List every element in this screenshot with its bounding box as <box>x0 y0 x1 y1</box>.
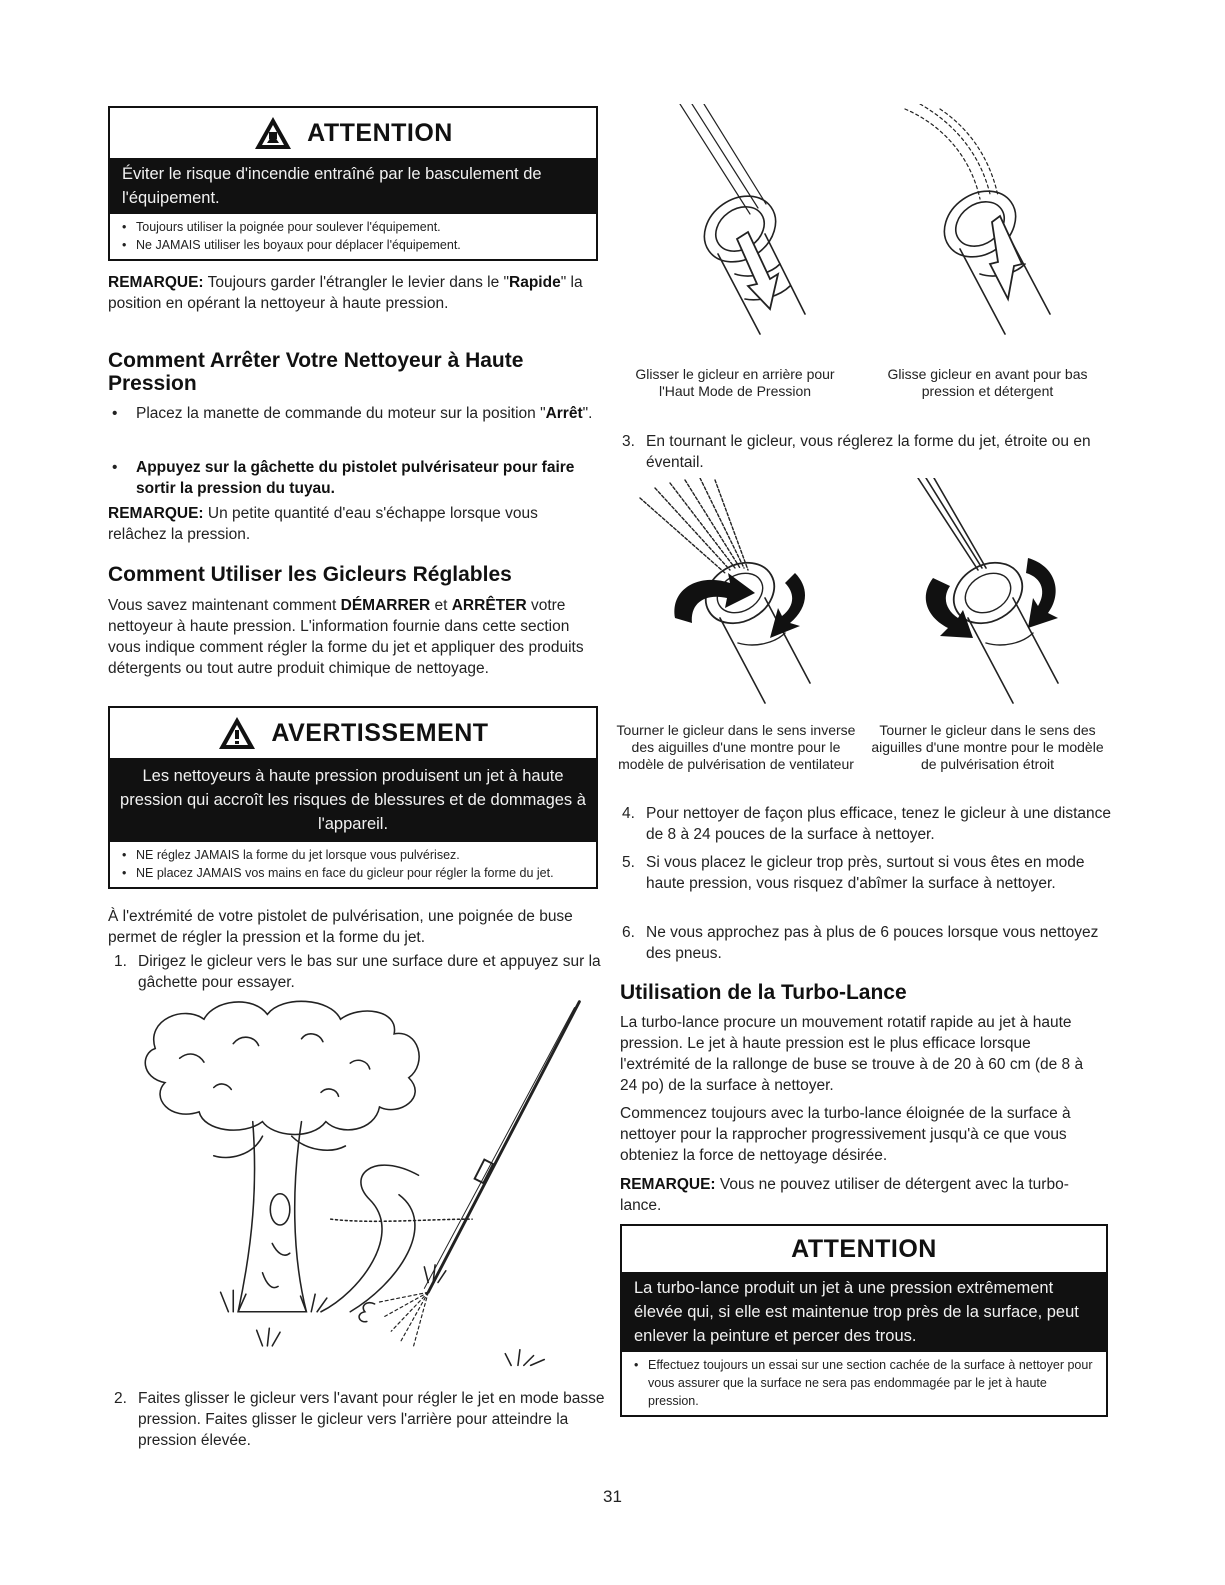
illustration-nozzle-rotate-narrow <box>878 478 1098 718</box>
caption-rotate-narrow: Tourner le gicleur dans le sens des aiguilles d'une montre pour le modèle de pulvérisation étroit <box>871 722 1104 772</box>
step-2: 2. Faites glisser le gicleur vers l'avant pour régler le jet en mode basse pression. Faites glisser le gicleur vers l'arrière pour atteindre la pression élevée. <box>114 1390 605 1449</box>
warning-item: • NE placez JAMAIS vos mains en face du gicleur pour régler la forme du jet. <box>122 864 588 882</box>
warning-list <box>622 1352 1106 1415</box>
warning-item: • Ne JAMAIS utiliser les boyaux pour déplacer l'équipement. <box>122 236 588 254</box>
rotate-arrow-icon <box>674 573 755 623</box>
warning-item: • Toujours utiliser la poignée pour soulever l'équipement. <box>122 218 588 236</box>
step-3: 3. En tournant le gicleur, vous réglerez la forme du jet, étroite ou en éventail. <box>622 433 1091 471</box>
bullet-trigger: • Appuyez sur la gâchette du pistolet pulvérisateur pour faire sortir la pression du tuyau. <box>112 459 575 497</box>
remark-throttle: REMARQUE: Toujours garder l'étrangler le levier dans le "Rapide" la position en opérant la nettoyeur à haute pression. <box>108 274 583 312</box>
illustration-spraying-tree <box>130 990 590 1380</box>
rotate-arrow-icon <box>926 578 973 638</box>
heading-stop: Comment Arrêter Votre Nettoyeur à Haute Pression <box>108 349 524 395</box>
warning-header <box>110 708 596 758</box>
warning-header <box>110 108 596 158</box>
caption-slide-forward: Glisse gicleur en avant pour bas pression et détergent <box>887 366 1088 399</box>
warning-box-avertissement <box>108 706 598 889</box>
step-5: 5. Si vous placez le gicleur trop près, surtout si vous êtes en mode haute pression, vous risquez d'abîmer la surface à nettoyer. <box>622 854 1085 892</box>
arrow-forward-icon <box>990 216 1022 299</box>
warning-title: AVERTISSEMENT <box>271 718 489 747</box>
caption-slide-back: Glisser le gicleur en arrière pour l'Haut Mode de Pression <box>635 366 835 399</box>
step-1: 1. Dirigez le gicleur vers le bas sur une surface dure et appuyez sur la gâchette pour essayer. <box>114 953 601 991</box>
heading-turbo-lance: Utilisation de la Turbo-Lance <box>620 981 907 1004</box>
caption-rotate-fan: Tourner le gicleur dans le sens inverse des aiguilles d'une montre pour le modèle de pulvérisation de ventilateur <box>616 722 856 772</box>
warning-title: ATTENTION <box>307 118 453 147</box>
illustration-nozzle-slide-back <box>640 104 850 354</box>
heading-nozzles: Comment Utiliser les Gicleurs Réglables <box>108 563 512 586</box>
illustration-nozzle-slide-forward <box>880 104 1090 354</box>
warning-triangle-icon <box>253 115 293 151</box>
warning-list <box>110 214 596 259</box>
paragraph-turbo-1: La turbo-lance procure un mouvement rotatif rapide au jet à haute pression. Le jet à haute pression est le plus efficace lorsque l'extrémité de la rallonge de buse se trouve à de 20 à 60 cm (de 8 à 24 po) de la surface à nettoyer. <box>620 1014 1084 1094</box>
page-number: 31 <box>603 1487 622 1506</box>
paragraph-handle: À l'extrémité de votre pistolet de pulvérisation, une poignée de buse permet de régler la pression et la forme du jet. <box>108 908 573 946</box>
warning-triangle-icon <box>217 715 257 751</box>
step-6: 6. Ne vous approchez pas à plus de 6 pouces lorsque vous nettoyez des pneus. <box>622 924 1099 962</box>
step-4: 4. Pour nettoyer de façon plus efficace, tenez le gicleur à une distance de 8 à 24 pouces de la surface à nettoyer. <box>622 805 1112 843</box>
warning-band-text: La turbo-lance produit un jet à une pression extrêmement élevée qui, si elle est maintenue trop près de la surface, peut enlever la peinture et percer des trous. <box>622 1272 1106 1352</box>
warning-band-text: Les nettoyeurs à haute pression produisent un jet à haute pression qui accroît les risques de blessures et de dommages à l'appareil. <box>110 758 596 842</box>
warning-band-text: Éviter le risque d'incendie entraîné par le basculement de l'équipement. <box>110 158 596 214</box>
bullet-throttle-stop: • Placez la manette de commande du moteur sur la position "Arrêt". <box>112 405 593 422</box>
illustration-nozzle-rotate-fan <box>630 478 850 718</box>
warning-title: ATTENTION <box>791 1234 937 1263</box>
warning-box-attention-bottom <box>620 1224 1108 1417</box>
paragraph-turbo-2: Commencez toujours avec la turbo-lance éloignée de la surface à nettoyer pour la rapprocher progressivement jusqu'à ce que vous obteniez la force de nettoyage désirée. <box>620 1105 1071 1164</box>
warning-header <box>622 1226 1106 1272</box>
warning-list <box>110 842 596 887</box>
remark-water: REMARQUE: Un petite quantité d'eau s'échappe lorsque vous relâchez la pression. <box>108 505 538 543</box>
warning-item: • Effectuez toujours un essai sur une section cachée de la surface à nettoyer pour vous assurer que la surface ne sera pas endommagée par le jet à haute pression. <box>634 1356 1098 1410</box>
warning-item: • NE réglez JAMAIS la forme du jet lorsque vous pulvérisez. <box>122 846 588 864</box>
paragraph-nozzles-intro: Vous savez maintenant comment DÉMARRER et ARRÊTER votre nettoyeur à haute pression. L'information fournie dans cette section vous indique comment régler la forme du jet et appliquer des produits détergents ou tout autre produit chimique de nettoyage. <box>108 597 584 677</box>
warning-box-attention-top <box>108 106 598 261</box>
remark-turbo: REMARQUE: Vous ne pouvez utiliser de détergent avec la turbo-lance. <box>620 1176 1069 1214</box>
